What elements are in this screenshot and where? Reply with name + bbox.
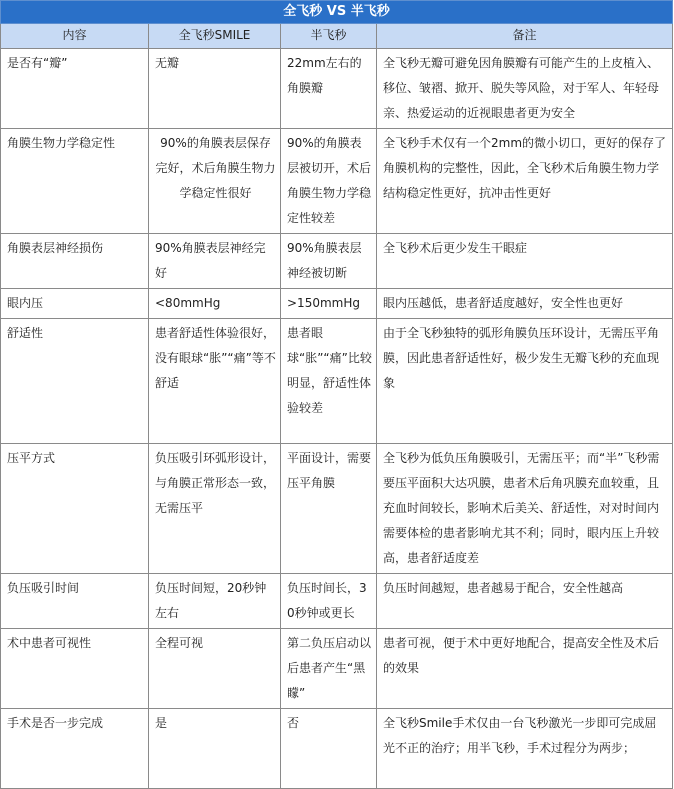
row-full: 全程可视	[149, 629, 281, 709]
row-full: 是	[149, 709, 281, 789]
table-row	[1, 444, 673, 574]
table-row	[1, 234, 673, 289]
row-item: 是否有“瓣”	[1, 49, 149, 129]
row-half: 平面设计，需要压平角膜	[281, 444, 377, 574]
row-note: 眼内压越低，患者舒适度越好，安全性也更好	[377, 289, 673, 319]
row-note: 负压时间越短，患者越易于配合，安全性越高	[377, 574, 673, 629]
row-note: 全飞秒Smile手术仅由一台飞秒激光一步即可完成屈光不正的治疗；用半飞秒，手术过程分为两步；	[377, 709, 673, 789]
row-note: 全飞秒为低负压角膜吸引，无需压平；而“半”飞秒需要压平面积大达巩膜，患者术后角巩膜充血较重，且充血时间较长，影响术后美关、舒适性，对对时间内需要体检的患者影响尤其不利；同时，眼内压上升较高，患者舒适度差	[377, 444, 673, 574]
row-note: 全飞秒手术仅有一个2mm的微小切口，更好的保存了角膜机构的完整性，因此，全飞秒术后角膜生物力学结构稳定性更好，抗冲击性更好	[377, 129, 673, 234]
row-half: 患者眼球“胀”“痛”比较明显，舒适性体验较差	[281, 319, 377, 444]
table-row	[1, 129, 673, 234]
row-item: 眼内压	[1, 289, 149, 319]
table-row	[1, 629, 673, 709]
header-notes: 备注	[377, 24, 673, 49]
row-full: 90%角膜表层神经完好	[149, 234, 281, 289]
row-full: 负压时间短，20秒钟左右	[149, 574, 281, 629]
row-half: 负压时间长，30秒钟或更长	[281, 574, 377, 629]
row-half: 90%角膜表层神经被切断	[281, 234, 377, 289]
table-row	[1, 49, 673, 129]
row-item: 舒适性	[1, 319, 149, 444]
header-content: 内容	[1, 24, 149, 49]
row-full: 无瓣	[149, 49, 281, 129]
row-item: 角膜表层神经损伤	[1, 234, 149, 289]
table-row	[1, 289, 673, 319]
row-half: 第二负压启动以后患者产生“黑矇”	[281, 629, 377, 709]
table-row	[1, 709, 673, 789]
table-row	[1, 319, 673, 444]
row-half: 90%的角膜表层被切开，术后角膜生物力学稳定性较差	[281, 129, 377, 234]
row-note: 全飞秒无瓣可避免因角膜瓣有可能产生的上皮植入、移位、皱褶、掀开、脱失等风险，对于军人、年轻母亲、热爱运动的近视眼患者更为安全	[377, 49, 673, 129]
row-item: 术中患者可视性	[1, 629, 149, 709]
row-half: >150mmHg	[281, 289, 377, 319]
row-note: 患者可视，便于术中更好地配合，提高安全性及术后的效果	[377, 629, 673, 709]
row-item: 负压吸引时间	[1, 574, 149, 629]
table-title: 全飞秒 VS 半飞秒	[1, 1, 673, 24]
row-item: 手术是否一步完成	[1, 709, 149, 789]
row-item: 角膜生物力学稳定性	[1, 129, 149, 234]
row-item: 压平方式	[1, 444, 149, 574]
row-half: 22mm左右的角膜瓣	[281, 49, 377, 129]
row-full: 90%的角膜表层保存完好，术后角膜生物力学稳定性很好	[149, 129, 281, 234]
header-full-femto: 全飞秒SMILE	[149, 24, 281, 49]
row-full: <80mmHg	[149, 289, 281, 319]
header-row	[1, 24, 673, 49]
table-row	[1, 574, 673, 629]
row-full: 患者舒适性体验很好，没有眼球“胀”“痛”等不舒适	[149, 319, 281, 444]
header-half-femto: 半飞秒	[281, 24, 377, 49]
row-note: 由于全飞秒独特的弧形角膜负压环设计，无需压平角膜，因此患者舒适性好，极少发生无瓣飞秒的充血现象	[377, 319, 673, 444]
row-half: 否	[281, 709, 377, 789]
row-note: 全飞秒术后更少发生干眼症	[377, 234, 673, 289]
row-full: 负压吸引环弧形设计，与角膜正常形态一致，无需压平	[149, 444, 281, 574]
